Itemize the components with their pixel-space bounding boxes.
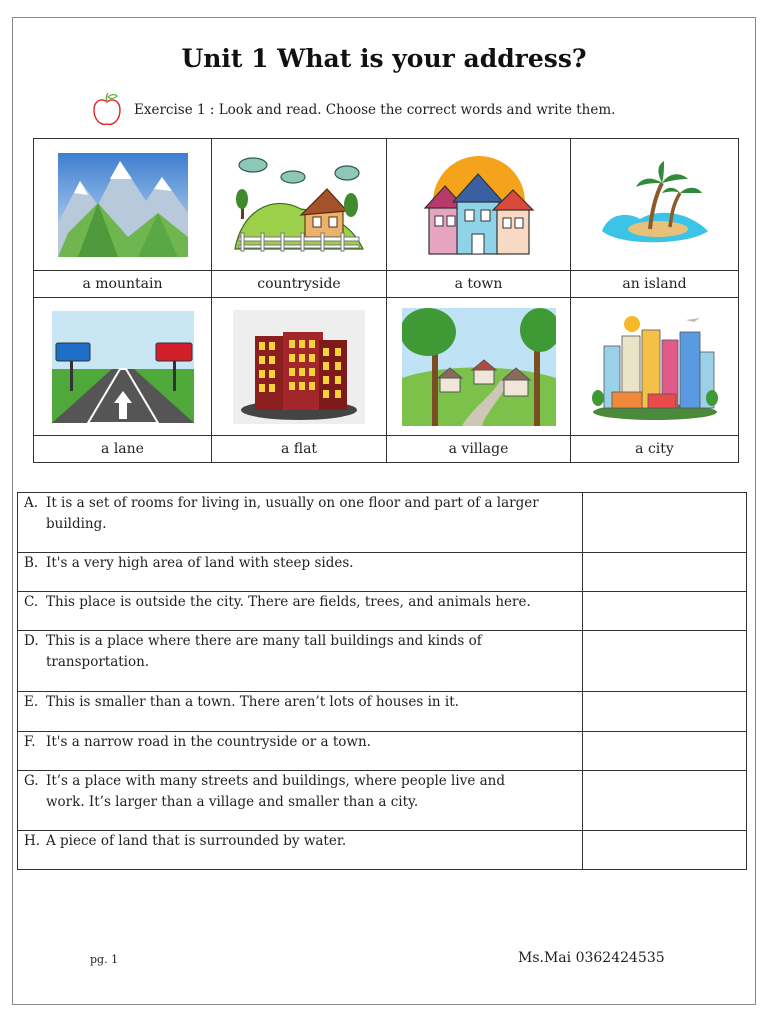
question-letter: F. [24,734,36,750]
question-line: This is a place where there are many tall buildings and kinds of [46,633,482,649]
question-line: It’s a place with many streets and buildings, where people live and [46,773,505,789]
question-letter: B. [24,555,39,571]
picture-label: a lane [34,436,212,463]
question-line: transportation. [46,654,150,670]
page-number: pg. 1 [90,953,119,966]
question-text [18,553,583,592]
town-icon [423,152,535,258]
question-table [17,492,747,870]
answer-box[interactable] [583,732,747,771]
question-text [18,692,583,732]
answer-box[interactable] [583,771,747,831]
picture-cell [34,298,212,436]
exercise-instruction [90,92,615,128]
question-text [18,631,583,692]
picture-label: a town [387,271,571,298]
picture-cell [212,298,387,436]
question-line: This is smaller than a town. There aren’t lots of houses in it. [46,694,459,710]
question-text [18,771,583,831]
question-line: A piece of land that is surrounded by water. [46,833,347,849]
question-line: work. It’s larger than a village and smaller than a city. [46,794,419,810]
picture-cell [571,139,739,271]
apple-icon [90,92,124,128]
picture-label: a flat [212,436,387,463]
answer-box[interactable] [583,692,747,732]
picture-cell [571,298,739,436]
picture-cell [34,139,212,271]
picture-cell [387,298,571,436]
picture-label: a city [571,436,739,463]
question-text [18,592,583,631]
picture-cell [212,139,387,271]
question-line: This place is outside the city. There are fields, trees, and animals here. [46,594,531,610]
question-text [18,493,583,553]
picture-cell [387,139,571,271]
question-letter: D. [24,633,39,649]
answer-box[interactable] [583,592,747,631]
question-letter: G. [24,773,39,789]
exercise-text: Exercise 1 : Look and read. Choose the correct words and write them. [134,102,616,118]
question-line: It is a set of rooms for living in, usually on one floor and part of a larger [46,495,539,511]
city-icon [588,312,722,422]
page-title: Unit 1 What is your address? [181,44,587,73]
question-text [18,831,583,870]
picture-label: a village [387,436,571,463]
answer-box[interactable] [583,493,747,553]
question-letter: E. [24,694,39,710]
mountain-icon [58,153,188,257]
flat-icon [233,310,365,424]
answer-box[interactable] [583,631,747,692]
picture-table [33,138,739,463]
village-icon [402,308,556,426]
question-line: building. [46,516,107,532]
question-letter: A. [24,495,39,511]
picture-label: an island [571,271,739,298]
question-text [18,732,583,771]
answer-box[interactable] [583,553,747,592]
question-letter: C. [24,594,39,610]
picture-label: countryside [212,271,387,298]
question-letter: H. [24,833,41,849]
picture-label: a mountain [34,271,212,298]
countryside-icon [231,153,367,257]
island-icon [600,159,710,251]
question-line: It's a very high area of land with steep sides. [46,555,354,571]
author-credit: Ms.Mai 0362424535 [518,950,665,966]
question-line: It's a narrow road in the countryside or a town. [46,734,371,750]
lane-icon [52,311,194,423]
answer-box[interactable] [583,831,747,870]
